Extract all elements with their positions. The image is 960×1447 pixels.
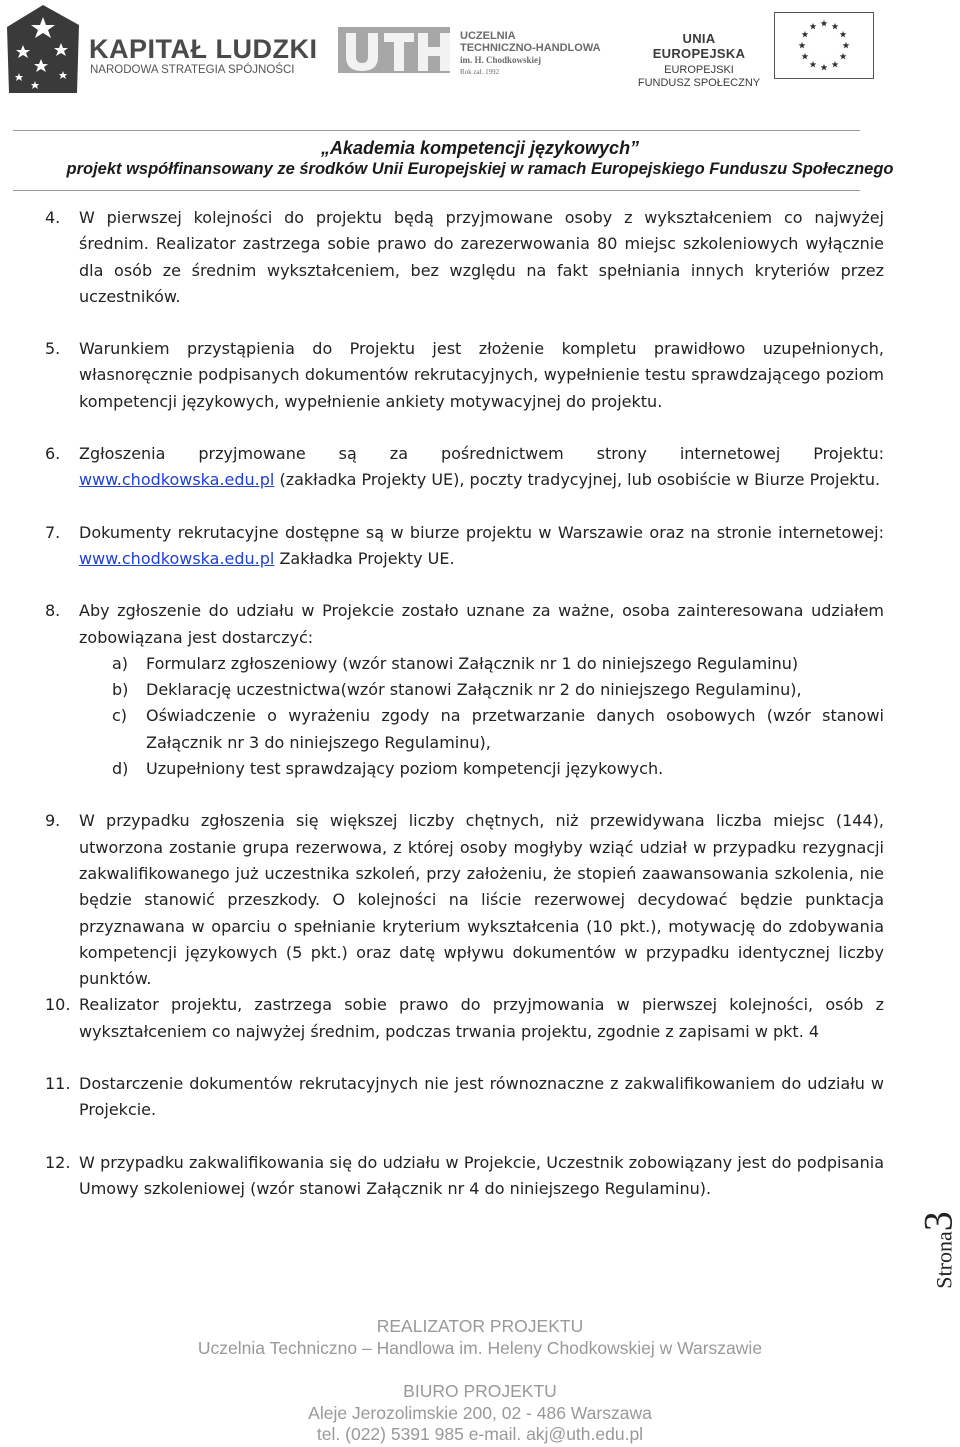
item-text: W pierwszej kolejności do projektu będą przyjmowane osoby z wykształceniem co najwyżej średnim. Realizator zastrzega sobie prawo do zarezerwowania 80 miejsc szkoleniowych wyłącznie dla osób ze średnim wykształceniem, bez względu na fakt spełniania innych kryteriów przez uczestników. (79, 208, 884, 306)
list-item (0, 441, 960, 494)
list-item (0, 520, 960, 573)
uth-name-line1: UCZELNIA (460, 30, 516, 42)
footer-contact: tel. (022) 5391 985 e-mail. akj@uth.edu.pl (316, 1424, 644, 1444)
item-number: 8. (45, 601, 61, 621)
item-number: 7. (45, 522, 61, 542)
item-text: Warunkiem przystąpienia do Projektu jest złożenie kompletu prawidłowo uzupełnionych, własnoręcznie podpisanych dokumentów rekrutacyjnych, wypełnienie testu sprawdzającego poziom kompetencji językowych, wypełnienie ankiety motywacyjnej do projektu. (79, 339, 884, 411)
header-rule-bottom (13, 190, 860, 191)
page-number (916, 1205, 960, 1295)
page-label: Strona (931, 1231, 957, 1289)
page-number-value: 3 (915, 1211, 960, 1232)
item-text: Realizator projektu, zastrzega sobie prawo do przyjmowania w pierwszej kolejności, osób z wykształceniem co najwyżej średnim, podczas trwania projektu, zgodnie z zapisami w pkt. 4 (79, 995, 884, 1041)
project-title: „Akademia kompetencji językowych” (320, 138, 640, 158)
item-number: 10. (45, 995, 71, 1015)
eu-line2: EUROPEJSKI (664, 64, 734, 76)
uth-logo-icon (338, 27, 450, 73)
footer-office-address: Aleje Jerozolimskie 200, 02 - 486 Warszawa (308, 1403, 652, 1423)
sub-list-item (0, 677, 960, 703)
list-item (0, 598, 960, 651)
uth-patron: im. H. Chodkowskiej (460, 55, 542, 65)
kapital-ludzki-subtitle: NARODOWA STRATEGIA SPÓJNOŚCI (90, 64, 295, 76)
item-text: Zgłoszenia przyjmowane są za pośrednictwem strony internetowej Projektu: (79, 444, 884, 464)
regulation-content (0, 205, 960, 1202)
item-text: Dostarczenie dokumentów rekrutacyjnych nie jest równoznaczne z zakwalifikowaniem do udziału w Projekcie. (79, 1074, 884, 1120)
footer-realizator-label: REALIZATOR PROJEKTU (376, 1316, 584, 1336)
website-link[interactable]: www.chodkowska.edu.pl (79, 548, 275, 568)
item-text: W przypadku zgłoszenia się większej liczby chętnych, niż przewidywana liczba miejsc (144), utworzona zostanie grupa rezerwowa, z której osoby mogłyby wziąć udział w przypadku rezygnacji zakwalifikowanego już uczestnika szkoleń, przy założeniu, że stopień zaawansowania szkolenia, nie będzie stanowić przeszkody. O kolejności na liście rezerwowej decydować będzie punktacja przyznawana w oparciu o spełnianie kryterium wykształcenia (10 pkt.), motywację do zdobywania kompetencji językowych (5 pkt.) oraz datę wpływu dokumentów w przypadku identycznej liczby punktów. (79, 811, 884, 989)
header-rule-top (13, 130, 860, 131)
list-item (0, 336, 960, 415)
item-number: 5. (45, 339, 61, 359)
sub-item-letter: a) (112, 653, 129, 673)
item-text: Aby zgłoszenie do udziału w Projekcie zostało uznane za ważne, osoba zainteresowana udziałem zobowiązana jest dostarczyć: (79, 601, 884, 647)
uth-year: Rok zał. 1992 (460, 68, 500, 76)
website-link[interactable]: www.chodkowska.edu.pl (79, 470, 275, 490)
item-number: 12. (45, 1152, 71, 1172)
item-text: Zakładka Projekty UE. (274, 548, 455, 568)
item-number: 11. (45, 1074, 71, 1094)
project-subtitle: projekt współfinansowany ze środków Unii Europejskiej w ramach Europejskiego Funduszu Społecznego (66, 160, 894, 178)
item-text: Dokumenty rekrutacyjne dostępne są w biurze projektu w Warszawie oraz na stronie internetowej: (79, 522, 884, 542)
kapital-ludzki-emblem-icon (5, 3, 81, 95)
sub-list-item (0, 756, 960, 782)
list-item (0, 205, 960, 310)
list-item (0, 1150, 960, 1203)
sub-item-letter: c) (112, 706, 128, 726)
sub-item-text: Deklarację uczestnictwa(wzór stanowi Załącznik nr 2 do niniejszego Regulaminu), (146, 680, 802, 700)
item-number: 4. (45, 208, 61, 227)
sub-list-item (0, 651, 960, 677)
footer-office-label: BIURO PROJEKTU (403, 1381, 557, 1401)
item-text: W przypadku zakwalifikowania się do udziału w Projekcie, Uczestnik zobowiązany jest do podpisania Umowy szkoleniowej (wzór stanowi Załącznik nr 4 do niniejszego Regulaminu). (79, 1152, 884, 1198)
item-text: (zakładka Projekty UE), poczty tradycyjnej, lub osobiście w Biurze Projektu. (274, 470, 881, 490)
sub-list-item (0, 703, 960, 756)
sub-item-text: Formularz zgłoszeniowy (wzór stanowi Załącznik nr 1 do niniejszego Regulaminu) (146, 653, 799, 673)
item-number: 6. (45, 444, 61, 464)
item-number: 9. (45, 811, 61, 831)
sub-item-text: Oświadczenie o wyrażeniu zgody na przetwarzanie danych osobowych (wzór stanowi Załącznik nr 3 do niniejszego Regulaminu), (146, 706, 884, 752)
eu-flag-icon (774, 12, 874, 79)
sub-item-letter: d) (112, 759, 129, 779)
list-item (0, 992, 960, 1045)
eu-line3: FUNDUSZ SPOŁECZNY (637, 77, 761, 89)
sub-item-letter: b) (112, 680, 129, 700)
uth-name-line2: TECHNICZNO-HANDLOWA (460, 42, 601, 54)
list-item (0, 1071, 960, 1124)
list-item (0, 808, 960, 992)
sub-item-text: Uzupełniony test sprawdzający poziom kompetencji językowych. (146, 759, 664, 779)
eu-line1: UNIA EUROPEJSKA (652, 31, 746, 61)
footer-realizator-name: Uczelnia Techniczno – Handlowa im. Heleny Chodkowskiej w Warszawie (197, 1338, 763, 1358)
kapital-ludzki-title: KAPITAŁ LUDZKI (89, 34, 318, 64)
